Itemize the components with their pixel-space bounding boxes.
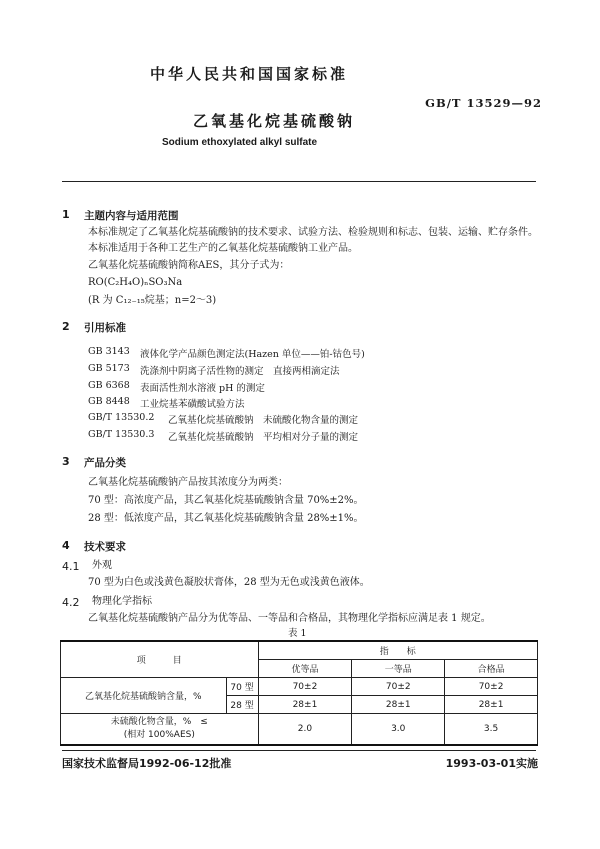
ref-code: GB/T 13530.3	[88, 429, 155, 440]
row-label-main: 未硫酸化物含量，% ≤	[110, 717, 208, 727]
section-1-number: 1	[62, 208, 70, 221]
value-cell: 28±1	[258, 696, 352, 714]
table-header-row	[61, 641, 538, 660]
value-cell: 70±2	[258, 678, 352, 696]
value-cell: 3.0	[352, 714, 445, 746]
effective-date: 1993-03-01实施	[445, 757, 538, 770]
ref-code: GB 3143	[88, 346, 130, 357]
section-4-2-title: 物理化学指标	[92, 596, 152, 607]
ref-code: GB 6368	[88, 380, 130, 391]
section-3-para-3: 28 型：低浓度产品，其乙氧基化烷基硫酸钠含量 28%±1%。	[88, 513, 364, 524]
section-4-title: 技术要求	[84, 541, 126, 553]
standard-name: 中华人民共和国国家标准	[150, 65, 349, 83]
spec-table	[60, 640, 538, 746]
section-1-para-2: 本标准适用于各种工艺生产的乙氧基化烷基硫酸钠工业产品。	[88, 243, 358, 254]
value-cell: 3.5	[445, 714, 538, 746]
item-header: 项 目	[61, 641, 259, 678]
section-1-para-3: 乙氧基化烷基硫酸钠简称AES，其分子式为：	[88, 260, 290, 271]
ref-title: 工业烷基苯磺酸试验方法	[140, 399, 245, 410]
grade-header: 优等品	[258, 660, 352, 678]
value-cell: 28±1	[445, 696, 538, 714]
molecular-formula: RO(C₂H₄O)ₙSO₃Na	[88, 277, 183, 288]
section-1-para-1: 本标准规定了乙氧基化烷基硫酸钠的技术要求、试验方法、检验规则和标志、包装、运输、贮存条件。	[88, 227, 538, 238]
section-3-para-2: 70 型：高浓度产品，其乙氧基化烷基硫酸钠含量 70%±2%。	[88, 495, 364, 506]
index-header: 指 标	[258, 641, 537, 660]
footer-divider	[62, 750, 536, 751]
type-cell: 70 型	[226, 678, 258, 696]
standard-code: GB/T 13529—92	[425, 96, 542, 110]
ref-title: 液体化学产品颜色测定法(Hazen 单位——铂-钴色号)	[140, 349, 365, 360]
formula-note: (R 为 C₁₂₋₁₅烷基；n=2～3)	[88, 295, 217, 306]
row-label-note: (相对 100%AES)	[123, 730, 195, 740]
section-4-2-text: 乙氧基化烷基硫酸钠产品分为优等品、一等品和合格品，其物理化学指标应满足表 1 规定。	[88, 613, 491, 624]
row-label: 乙氧基化烷基硫酸钠含量，%	[61, 678, 227, 714]
value-cell: 2.0	[258, 714, 352, 746]
header-divider	[62, 181, 536, 182]
type-cell: 28 型	[226, 696, 258, 714]
value-cell: 70±2	[445, 678, 538, 696]
ref-code: GB/T 13530.2	[88, 412, 155, 423]
ref-code: GB 8448	[88, 396, 130, 407]
grade-header: 合格品	[445, 660, 538, 678]
section-1-title: 主题内容与适用范围	[84, 210, 179, 222]
section-4-2-number: 4.2	[62, 596, 80, 609]
section-2-title: 引用标准	[84, 322, 126, 334]
ref-title: 表面活性剂水溶液 pH 的测定	[140, 383, 265, 394]
ref-title: 乙氧基化烷基硫酸钠 未硫酸化物含量的测定	[168, 415, 359, 426]
table-row	[61, 678, 538, 696]
section-4-1-title: 外观	[92, 560, 112, 571]
section-3-para-1: 乙氧基化烷基硫酸钠产品按其浓度分为两类：	[88, 477, 288, 488]
document-title: 乙氧基化烷基硫酸钠	[193, 112, 356, 130]
table-row	[61, 714, 538, 746]
ref-title: 乙氧基化烷基硫酸钠 平均相对分子量的测定	[168, 432, 359, 443]
document-title-english: Sodium ethoxylated alkyl sulfate	[162, 137, 318, 148]
grade-header: 一等品	[352, 660, 445, 678]
section-2-number: 2	[62, 320, 70, 333]
table-caption: 表 1	[288, 628, 307, 639]
value-cell: 70±2	[352, 678, 445, 696]
section-4-number: 4	[62, 539, 70, 552]
ref-title: 洗涤剂中阴离子活性物的测定 直接两相滴定法	[140, 366, 340, 377]
section-3-number: 3	[62, 455, 70, 468]
ref-code: GB 5173	[88, 363, 130, 374]
approval-date: 国家技术监督局1992-06-12批准	[62, 757, 232, 770]
section-3-title: 产品分类	[84, 457, 126, 469]
section-4-1-number: 4.1	[62, 560, 80, 573]
value-cell: 28±1	[352, 696, 445, 714]
section-4-1-text: 70 型为白色或浅黄色凝胶状膏体，28 型为无色或浅黄色液体。	[88, 577, 370, 588]
row-label	[61, 714, 259, 746]
